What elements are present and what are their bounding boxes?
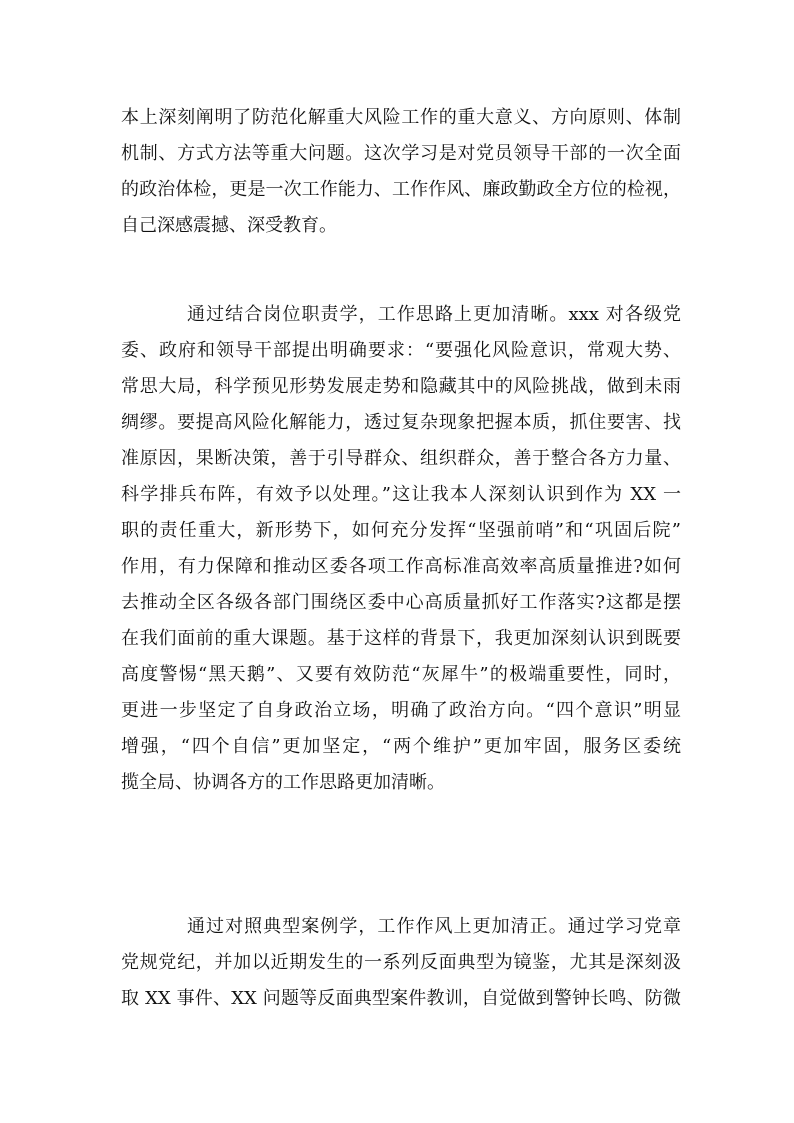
text-line: 机制、方式方法等重大问题。这次学习是对党员领导干部的一次全面 [121,143,681,164]
text-line: 职的责任重大，新形势下，如何充分发挥“坚强前哨”和“巩固后院” [121,520,681,541]
text-line: 通过结合岗位职责学，工作思路上更加清晰。xxx 对各级党 [187,304,681,325]
text-line: 去推动全区各级各部门围绕区委中心高质量抓好工作落实?这都是摆 [121,592,681,613]
text-line: 增强，“四个自信”更加坚定，“两个维护”更加牢固，服务区委统 [121,736,681,757]
text-line: 自己深感震撼、深受教育。 [121,215,337,236]
text-line: 党规党纪，并加以近期发生的一系列反面典型为镜鉴，尤其是深刻汲 [121,952,681,973]
paragraph-2 [121,297,681,801]
text-line: 常思大局，科学预见形势发展走势和隐藏其中的风险挑战，做到未雨 [121,376,681,397]
paragraph-3 [121,909,681,1017]
text-line: 更进一步坚定了自身政治立场，明确了政治方向。“四个意识”明显 [121,700,681,721]
text-line: 揽全局、协调各方的工作思路更加清晰。 [121,772,445,793]
text-line: 本上深刻阐明了防范化解重大风险工作的重大意义、方向原则、体制 [121,107,681,128]
text-line: 高度警惕“黑天鹅”、又要有效防范“灰犀牛”的极端重要性，同时， [121,664,681,685]
text-line: 准原因，果断决策，善于引导群众、组织群众，善于整合各方力量、 [121,448,681,469]
text-line: 在我们面前的重大课题。基于这样的背景下，我更加深刻认识到既要 [121,628,681,649]
text-line: 绸缪。要提高风险化解能力，透过复杂现象把握本质，抓住要害、找 [121,412,681,433]
text-line: 通过对照典型案例学，工作作风上更加清正。通过学习党章 [187,916,681,937]
text-line: 科学排兵布阵，有效予以处理。”这让我本人深刻认识到作为 XX 一 [121,484,681,505]
text-line: 作用，有力保障和推动区委各项工作高标准高效率高质量推进?如何 [121,556,681,577]
text-line: 委、政府和领导干部提出明确要求：“要强化风险意识，常观大势、 [121,340,681,361]
text-line: 的政治体检，更是一次工作能力、工作作风、廉政勤政全方位的检视， [121,179,681,200]
paragraph-1 [121,100,681,244]
text-line: 取 XX 事件、XX 问题等反面典型案件教训，自觉做到警钟长鸣、防微 [121,988,681,1009]
